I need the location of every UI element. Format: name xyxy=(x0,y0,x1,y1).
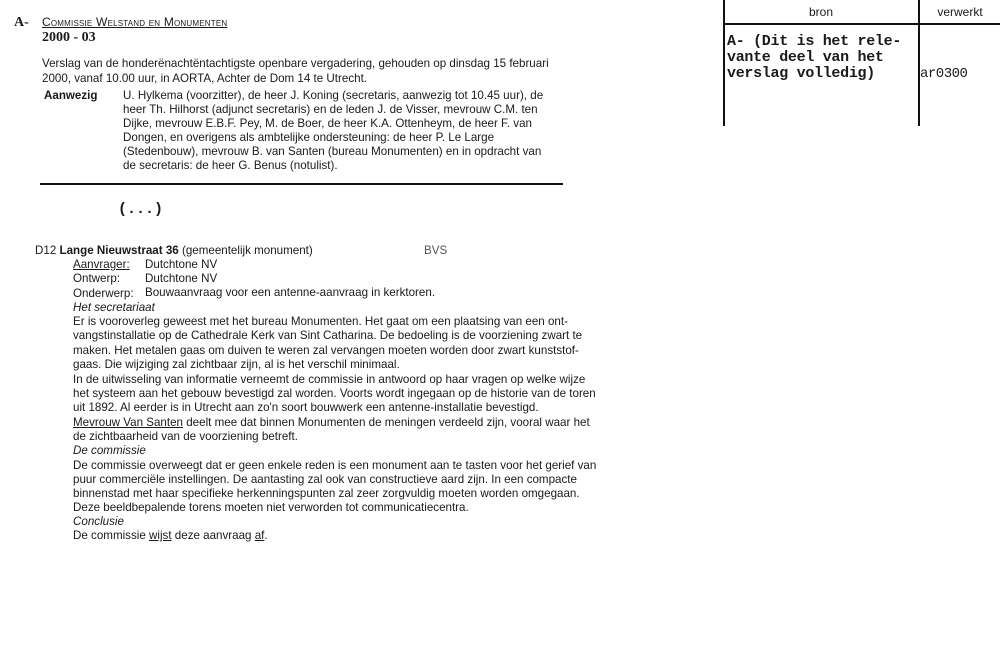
source-line: A- (Dit is het rele- xyxy=(727,33,902,50)
attendance-line: Dijke, mevrouw E.B.F. Pey, M. de Boer, de heer K.A. Ottenheym, de heer F. van xyxy=(123,117,532,130)
santen-name: Mevrouw Van Santen xyxy=(73,416,183,429)
item-tag: BVS xyxy=(424,244,448,257)
text-line: uit 1892. Al eerder is in Utrecht aan zo'n soort bouwwerk een antenne-installatie bevestigd. xyxy=(73,401,539,414)
source-line: vante deel van het xyxy=(727,49,884,66)
attendance-label: Aanwezig xyxy=(44,89,98,102)
item-address: Lange Nieuwstraat 36 xyxy=(59,244,179,257)
field-value: Bouwaanvraag voor een antenne-aanvraag in kerktoren. xyxy=(145,286,436,299)
processed-code: ar0300 xyxy=(920,66,968,82)
ellipsis: (...) xyxy=(118,201,164,218)
attendance-line: heer Th. Hilhorst (adjunct secretaris) en de leden J. de Visser, mevrouw C.M. ten xyxy=(123,103,538,116)
intro-line: 2000, vanaf 10.00 uur, in AORTA, Achter de Dom 14 te Utrecht. xyxy=(42,72,368,85)
attendance-line: U. Hylkema (voorzitter), de heer J. Koning (secretaris, aanwezig tot 10.45 uur), de xyxy=(123,89,544,102)
attendance-line: Dongen, en overigens als ambtelijke ondersteuning: de heer P. Le Large xyxy=(123,131,495,144)
conclusion-end: af xyxy=(254,529,265,542)
conclusion-heading: Conclusie xyxy=(73,515,124,528)
item-code: D12 xyxy=(35,244,57,257)
table-header-rule xyxy=(723,23,1000,25)
conclusion-dot: . xyxy=(264,529,268,542)
field-label: Aanvrager: xyxy=(73,258,130,271)
column-header-source: bron xyxy=(808,5,834,19)
secretariat-heading: Het secretariaat xyxy=(73,301,155,314)
conclusion-pre: De commissie xyxy=(73,529,150,542)
item-heading xyxy=(35,244,313,258)
attendance-line: (Stedenbouw), mevrouw B. van Santen (bureau Monumenten) en in opdracht van xyxy=(123,145,542,158)
divider xyxy=(40,183,563,185)
meeting-number: 2000 - 03 xyxy=(42,30,96,45)
field-label: Ontwerp: xyxy=(73,272,121,285)
text-line: Er is vooroverleg geweest met het bureau Monumenten. Het gaat om een plaatsing van een ont- xyxy=(73,315,568,328)
text-line: puur commerciële instellingen. De aantasting zal ook van constructieve aard zijn. In een compacte xyxy=(73,473,577,486)
conclusion-text xyxy=(73,529,268,543)
column-header-processed: verwerkt xyxy=(937,5,983,19)
field-value: Dutchtone NV xyxy=(145,258,218,271)
text-line xyxy=(73,416,590,430)
section-marker: A- xyxy=(14,15,29,30)
field-value: Dutchtone NV xyxy=(145,272,218,285)
text-line: Deze beeldbepalende torens moeten niet verworden tot communicatiecentra. xyxy=(73,501,469,514)
source-note xyxy=(727,34,901,82)
conclusion-mid: deze aanvraag xyxy=(171,529,255,542)
text-line: gaas. Die wijziging zal zichtbaar zijn, al is het verschil minimaal. xyxy=(73,358,400,371)
attendance-line: de secretaris: de heer G. Benus (notulist). xyxy=(123,159,338,172)
text-line: vangstinstallatie op de Cathedrale Kerk van Sint Catharina. De bedoeling is de voorziening zwart te xyxy=(73,329,583,342)
text-line: de zichtbaarheid van de voorziening betreft. xyxy=(73,430,298,443)
text-line: binnenstad met haar specifieke herkenningspunten zal zeer zorgvuldig moeten worden omgegaan. xyxy=(73,487,580,500)
text-line: maken. Het metalen gaas om duiven te weren zal vervangen moeten worden door zwart kunststof- xyxy=(73,344,579,357)
text-line: De commissie overweegt dat er geen enkele reden is een monument aan te tasten voor het gerief van xyxy=(73,459,597,472)
commission-heading: De commissie xyxy=(73,444,146,457)
santen-rest: deelt mee dat binnen Monumenten de meningen verdeeld zijn, vooral waar het xyxy=(183,416,590,429)
organization-name: Commissie Welstand en Monumenten xyxy=(42,15,228,29)
text-line: In de uitwisseling van informatie verneemt de commissie in antwoord op haar vragen op welke wijze xyxy=(73,373,586,386)
conclusion-verb: wijst xyxy=(149,529,172,542)
source-line: verslag volledig) xyxy=(727,65,875,82)
intro-line: Verslag van de honderënachtëntachtigste openbare vergadering, gehouden op dinsdag 15 februari xyxy=(42,57,549,70)
field-label: Onderwerp: xyxy=(73,287,134,300)
item-status: (gemeentelijk monument) xyxy=(181,244,313,257)
text-line: het systeem aan het gebouw bevestigd zal worden. Voorts wordt ingegaan op de historie van de toren xyxy=(73,387,596,400)
